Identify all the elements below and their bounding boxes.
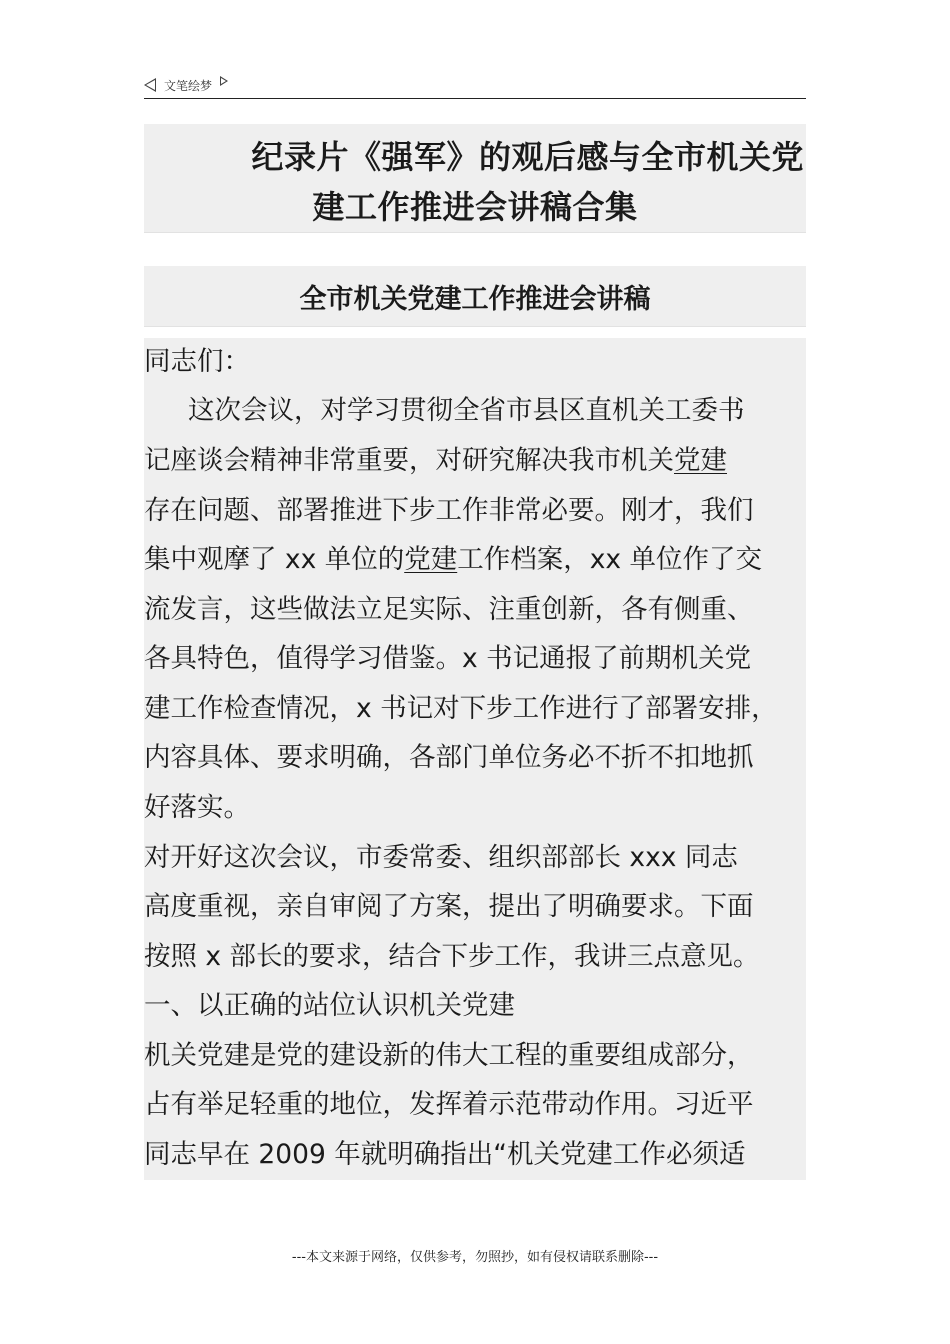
body-text: 记座谈会精神非常重要，对研究解决我市机关 bbox=[144, 445, 674, 476]
body-line: 好落实。 bbox=[144, 792, 250, 823]
dangjian-link[interactable]: 党建 bbox=[404, 544, 458, 575]
document-title-box bbox=[144, 124, 806, 233]
body-line bbox=[144, 441, 727, 481]
body-line: 内容具体、要求明确，各部门单位务必不折不扣地抓 bbox=[144, 742, 754, 773]
dangjian-link[interactable]: 党建 bbox=[674, 445, 727, 476]
body-line: 存在问题、部署推进下步工作非常必要。刚才，我们 bbox=[144, 495, 754, 526]
right-triangle-icon bbox=[220, 76, 228, 86]
body-text: 集中观摩了 xx 单位的 bbox=[144, 544, 405, 575]
body-line bbox=[144, 540, 762, 580]
body-line: 同志们： bbox=[144, 346, 250, 377]
document-title-line1: 纪录片《强军》的观后感与全市机关党 bbox=[251, 138, 804, 176]
body-line: 同志早在 2009 年就明确指出“机关党建工作必须适 bbox=[144, 1139, 746, 1170]
footer-disclaimer: ---本文来源于网络，仅供参考，勿照抄，如有侵权请联系删除--- bbox=[291, 1250, 659, 1265]
body-line: 对开好这次会议，市委常委、组织部部长 xxx 同志 bbox=[144, 842, 738, 873]
body-text: 工作档案，xx 单位作了交 bbox=[457, 544, 763, 575]
header-brand: 文笔绘梦 bbox=[164, 78, 213, 93]
document-body bbox=[144, 338, 806, 1180]
page-header bbox=[144, 72, 806, 99]
body-line: 这次会议，对学习贯彻全省市县区直机关工委书 bbox=[188, 395, 745, 426]
section-subtitle: 全市机关党建工作推进会讲稿 bbox=[144, 266, 806, 327]
left-triangle-icon bbox=[144, 78, 156, 92]
body-line: 机关党建是党的建设新的伟大工程的重要组成部分， bbox=[144, 1040, 754, 1071]
body-line: 建工作检查情况，x 书记对下步工作进行了部署安排， bbox=[144, 693, 778, 724]
body-line: 流发言，这些做法立足实际、注重创新，各有侧重、 bbox=[144, 594, 754, 625]
body-line: 按照 x 部长的要求，结合下步工作，我讲三点意见。 bbox=[144, 941, 760, 972]
body-line: 各具特色，值得学习借鉴。x 书记通报了前期机关党 bbox=[144, 643, 752, 674]
body-line: 占有举足轻重的地位，发挥着示范带动作用。习近平 bbox=[144, 1089, 754, 1120]
body-line: 高度重视，亲自审阅了方案，提出了明确要求。下面 bbox=[144, 891, 754, 922]
document-title-line2: 建工作推进会讲稿合集 bbox=[312, 188, 638, 226]
section-heading: 一、以正确的站位认识机关党建 bbox=[144, 990, 515, 1021]
